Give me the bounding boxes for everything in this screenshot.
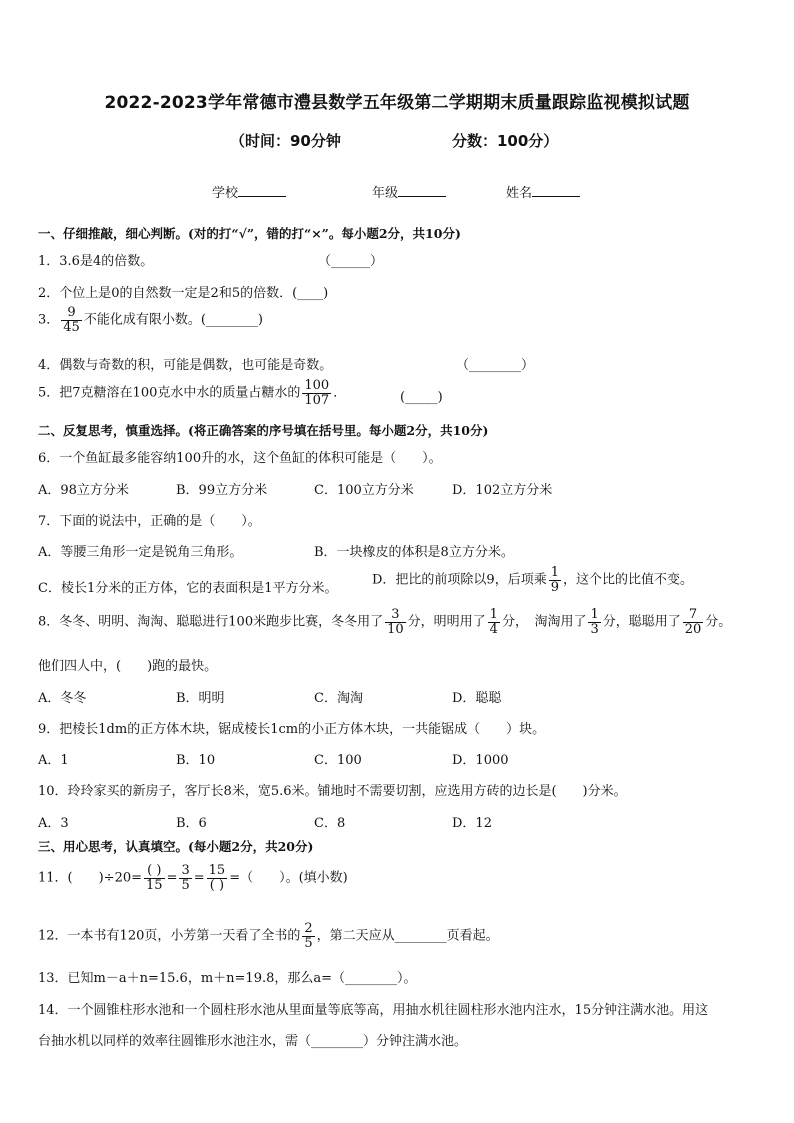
question-14-line-2: 台抽水机以同样的效率往圆锥形水池注水，需（________）分钟注满水池。: [38, 1034, 468, 1049]
question-6-option-a: A．98立方分米: [38, 483, 129, 498]
question-9: 9．把棱长1dm的正方体木块，锯成棱长1cm的小正方体木块，一共能锯成（ ）块。: [38, 722, 546, 737]
exam-title: 2022-2023学年常德市澧县数学五年级第二学期期末质量跟踪监视模拟试题: [104, 93, 690, 113]
fraction-denominator: 5: [181, 877, 190, 893]
school-label: 学校: [212, 186, 239, 201]
question-10: 10．玲玲家买的新房子，客厅长8米，宽5.6米。铺地时不需要切割，应选用方砖的边长是( )分米。: [38, 784, 627, 799]
fraction-numerator: 1: [550, 565, 559, 580]
question-8-text-e: 分。: [705, 614, 732, 630]
fraction-denominator: 107: [304, 392, 330, 408]
question-1-blank: （______）: [318, 254, 384, 269]
fraction-2-5: [302, 922, 314, 950]
fraction-15-blank: [207, 864, 228, 892]
question-7: 7．下面的说法中，正确的是（ ）。: [38, 514, 261, 529]
question-5: [38, 379, 346, 407]
school-blank: [238, 184, 286, 197]
question-6-option-b: B．99立方分米: [176, 483, 268, 498]
question-8-option-a: A．冬冬: [38, 691, 87, 706]
question-7-option-a: A．等腰三角形一定是锐角三角形。: [38, 545, 243, 560]
equals-sign: =: [166, 870, 178, 886]
fraction-numerator: 15: [208, 863, 226, 878]
question-9-option-a: A．1: [38, 753, 69, 768]
fraction-numerator: 100: [304, 378, 330, 393]
question-12: [38, 922, 499, 950]
question-8: [38, 608, 731, 636]
question-2: 2．个位上是0的自然数一定是2和5的倍数．(____): [38, 286, 329, 301]
fraction-numerator: 9: [67, 305, 76, 320]
question-8-text-a: 8．冬冬、明明、淘淘、聪聪进行100米跑步比赛，冬冬用了: [38, 614, 384, 630]
question-9-option-d: D．1000: [452, 753, 509, 768]
school-field: [212, 182, 286, 201]
question-8-text-b: 分，明明用了: [407, 614, 486, 630]
question-1: 1．3.6是4的倍数。: [38, 254, 154, 269]
question-3-number: 3．: [38, 312, 60, 328]
fraction-numerator: 2: [304, 921, 313, 936]
fraction-numerator: 1: [590, 607, 599, 622]
fraction-3-5: [179, 864, 191, 892]
question-5-end: ．: [333, 385, 347, 401]
question-4-blank: （________）: [456, 358, 535, 373]
fraction-numerator: ( ): [147, 863, 162, 878]
question-7-option-d: [372, 566, 693, 594]
name-blank: [532, 184, 580, 197]
fraction-denominator: 3: [590, 621, 599, 637]
fraction-numerator: 7: [688, 607, 698, 622]
question-9-option-b: B．10: [176, 753, 216, 768]
fraction-numerator: 3: [391, 607, 400, 622]
grade-label: 年级: [372, 186, 399, 201]
question-10-option-c: C．8: [314, 816, 346, 831]
fraction-1-3: [588, 608, 600, 636]
exam-time: （时间：90分钟: [230, 132, 341, 150]
question-8-option-b: B．明明: [176, 691, 225, 706]
fraction-1-9: [549, 566, 561, 594]
question-7-option-c: C．棱长1分米的正方体，它的表面积是1平方分米。: [38, 581, 338, 596]
fraction-denominator: 20: [684, 621, 702, 637]
question-12-text-b: ，第二天应从________页看起。: [316, 928, 499, 944]
fraction-denominator: ( ): [207, 878, 228, 893]
question-8-text-d: 分，聪聪用了: [602, 614, 681, 630]
fraction-denominator: 10: [387, 621, 404, 637]
question-6: 6．一个鱼缸最多能容纳100升的水，这个鱼缸的体积可能是（ ）。: [38, 451, 442, 466]
question-3-text: 不能化成有限小数。(________): [83, 312, 263, 328]
fraction-numerator: 3: [181, 863, 190, 878]
question-6-option-d: D．102立方分米: [452, 483, 553, 498]
question-8-line-2: 他们四人中，( )跑的最快。: [38, 659, 218, 674]
fraction-7-20: [683, 608, 704, 636]
question-10-option-a: A．3: [38, 816, 69, 831]
fraction-denominator: 45: [63, 319, 80, 335]
question-4: 4．偶数与奇数的积，可能是偶数，也可能是奇数。: [38, 358, 333, 373]
section-1-heading: 一、仔细推敲，细心判断。(对的打“√”，错的打“×”。每小题2分，共10分): [38, 226, 461, 241]
question-11-text-a: 11．( )÷20=: [38, 870, 143, 886]
fraction-denominator: 15: [146, 877, 163, 893]
fraction-numerator: 1: [489, 607, 498, 622]
question-8-option-d: D．聪聪: [452, 691, 502, 706]
question-11: [38, 864, 348, 892]
question-10-option-b: B．6: [176, 816, 207, 831]
fraction-3-10: [385, 608, 406, 636]
fraction-denominator: 5: [304, 935, 313, 951]
grade-field: [372, 182, 446, 201]
option-d-end: ，这个比的比值不变。: [562, 572, 693, 588]
question-9-option-c: C．100: [314, 753, 362, 768]
question-6-option-c: C．100立方分米: [314, 483, 414, 498]
grade-blank: [398, 184, 446, 197]
question-11-text-b: =（ ）。(填小数): [229, 870, 348, 886]
question-3: [38, 306, 263, 334]
name-field: [506, 182, 580, 201]
fraction-denominator: 9: [550, 579, 559, 595]
question-5-text: 5．把7克糖溶在100克水中水的质量占糖水的: [38, 385, 301, 401]
fraction-1-4: [488, 608, 500, 636]
question-7-option-b: B．一块橡皮的体积是8立方分米。: [314, 545, 514, 560]
fraction-denominator: 4: [489, 621, 498, 637]
question-10-option-d: D．12: [452, 816, 492, 831]
section-2-heading: 二、反复思考，慎重选择。(将正确答案的序号填在括号里。每小题2分，共10分): [38, 423, 489, 438]
fraction-100-107: [302, 379, 331, 407]
question-14-line-1: 14．一个圆锥柱形水池和一个圆柱形水池从里面量等底等高，用抽水机往圆柱形水池内注水，15分钟注满水池。用这: [38, 1003, 709, 1018]
name-label: 姓名: [506, 186, 533, 201]
exam-score: 分数：100分）: [452, 132, 559, 150]
option-d-text: D．把比的前项除以9，后项乘: [372, 572, 547, 588]
section-3-heading: 三、用心思考，认真填空。(每小题2分，共20分): [38, 839, 314, 854]
fraction-blank-15: [144, 864, 165, 892]
question-8-text-c: 分， 淘淘用了: [501, 614, 587, 630]
equals-sign: =: [193, 870, 205, 886]
question-5-blank: (_____): [400, 390, 443, 405]
fraction-9-45: [61, 306, 82, 334]
question-13: 13．已知m－a＋n=15.6，m＋n=19.8，那么a=（________）。: [38, 971, 417, 986]
question-12-text-a: 12．一本书有120页，小芳第一天看了全书的: [38, 928, 301, 944]
question-8-option-c: C．淘淘: [314, 691, 363, 706]
